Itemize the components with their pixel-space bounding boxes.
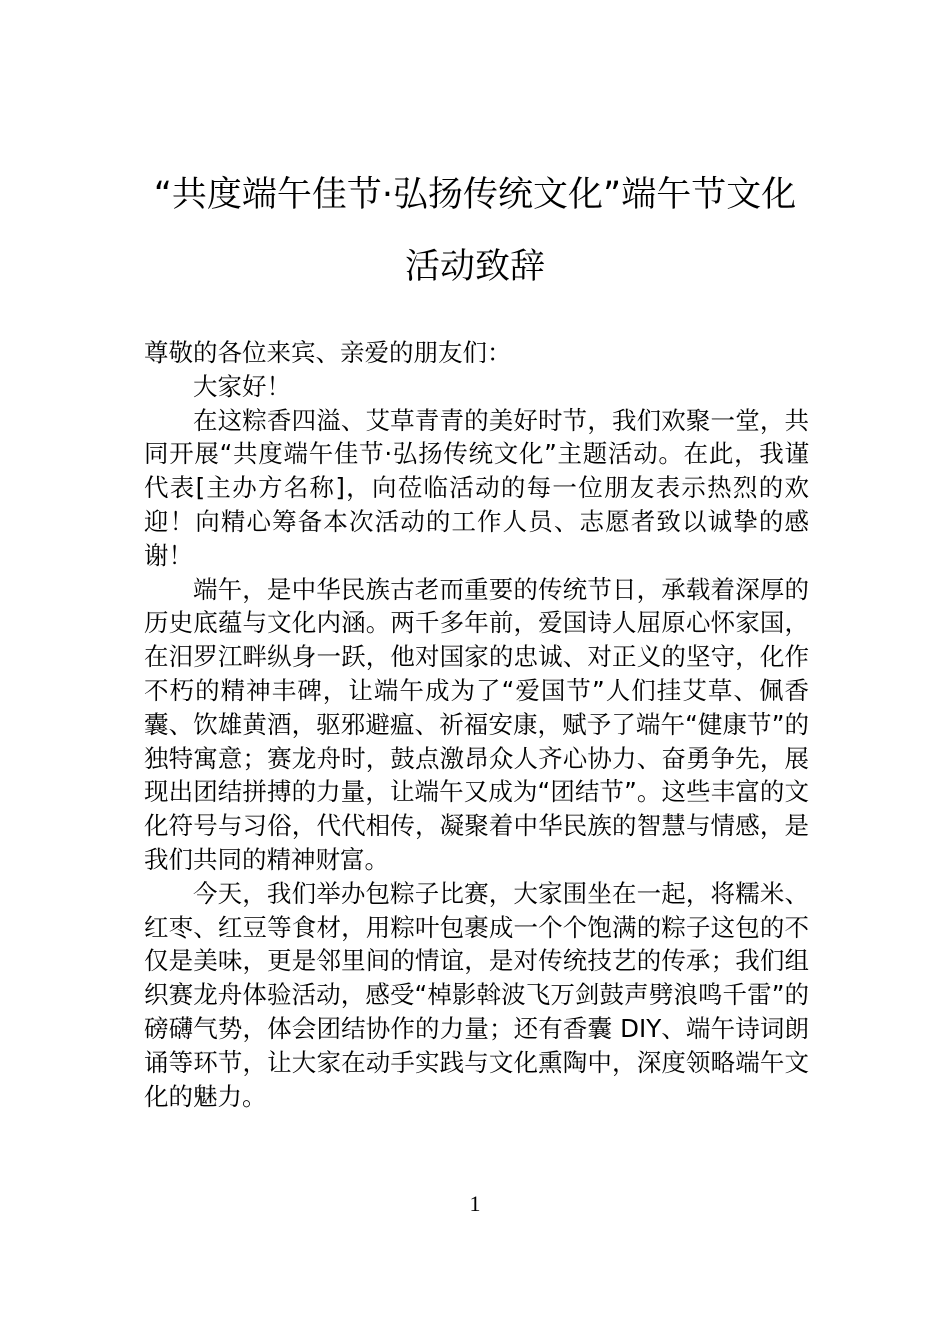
paragraph-welcome: 在这粽香四溢、艾草青青的美好时节，我们欢聚一堂，共同开展“共度端午佳节·弘扬传统文化”主题活动。在此，我谨代表[主办方名称]，向莅临活动的每一位朋友表示热烈的欢迎！向精心筹备本次活动的工作人员、志愿者致以诚挚的感谢！	[144, 405, 809, 570]
paragraph-greeting: 大家好！	[193, 371, 291, 401]
document-body	[144, 336, 809, 1113]
title-line-1: “共度端午佳节·弘扬传统文化”端午节文化	[153, 175, 797, 215]
title-line-2: 活动致辞	[404, 247, 545, 287]
salutation: 尊敬的各位来宾、亲爱的朋友们：	[144, 338, 512, 367]
paragraph-history: 端午，是中华民族古老而重要的传统节日，承载着深厚的历史底蕴与文化内涵。两千多年前，爱国诗人屈原心怀家国，在汨罗江畔纵身一跃，他对国家的忠诚、对正义的坚守，化作不朽的精神丰碑，让端午成为了“爱国节”人们挂艾草、佩香囊、饮雄黄酒，驱邪避瘟、祈福安康，赋予了端午“健康节”的独特寓意；赛龙舟时，鼓点激昂众人齐心协力、奋勇争先，展现出团结拼搏的力量，让端午又成为“团结节”。这些丰富的文化符号与习俗，代代相传，凝聚着中华民族的智慧与情感，是我们共同的精神财富。	[144, 574, 809, 874]
document-title	[130, 159, 820, 303]
paragraph-activities: 今天，我们举办包粽子比赛，大家围坐在一起，将糯米、红枣、红豆等食材，用粽叶包裹成一个个饱满的粽子这包的不仅是美味，更是邻里间的情谊，是对传统技艺的传承；我们组织赛龙舟体验活动，感受“棹影斡波飞万剑鼓声劈浪鸣千雷”的磅礴气势，体会团结协作的力量；还有香囊 DIY、端午诗词朗诵等环节，让大家在动手实践与文化熏陶中，深度领略端午文化的魅力。	[144, 878, 809, 1111]
page-number: 1	[469, 1191, 481, 1216]
